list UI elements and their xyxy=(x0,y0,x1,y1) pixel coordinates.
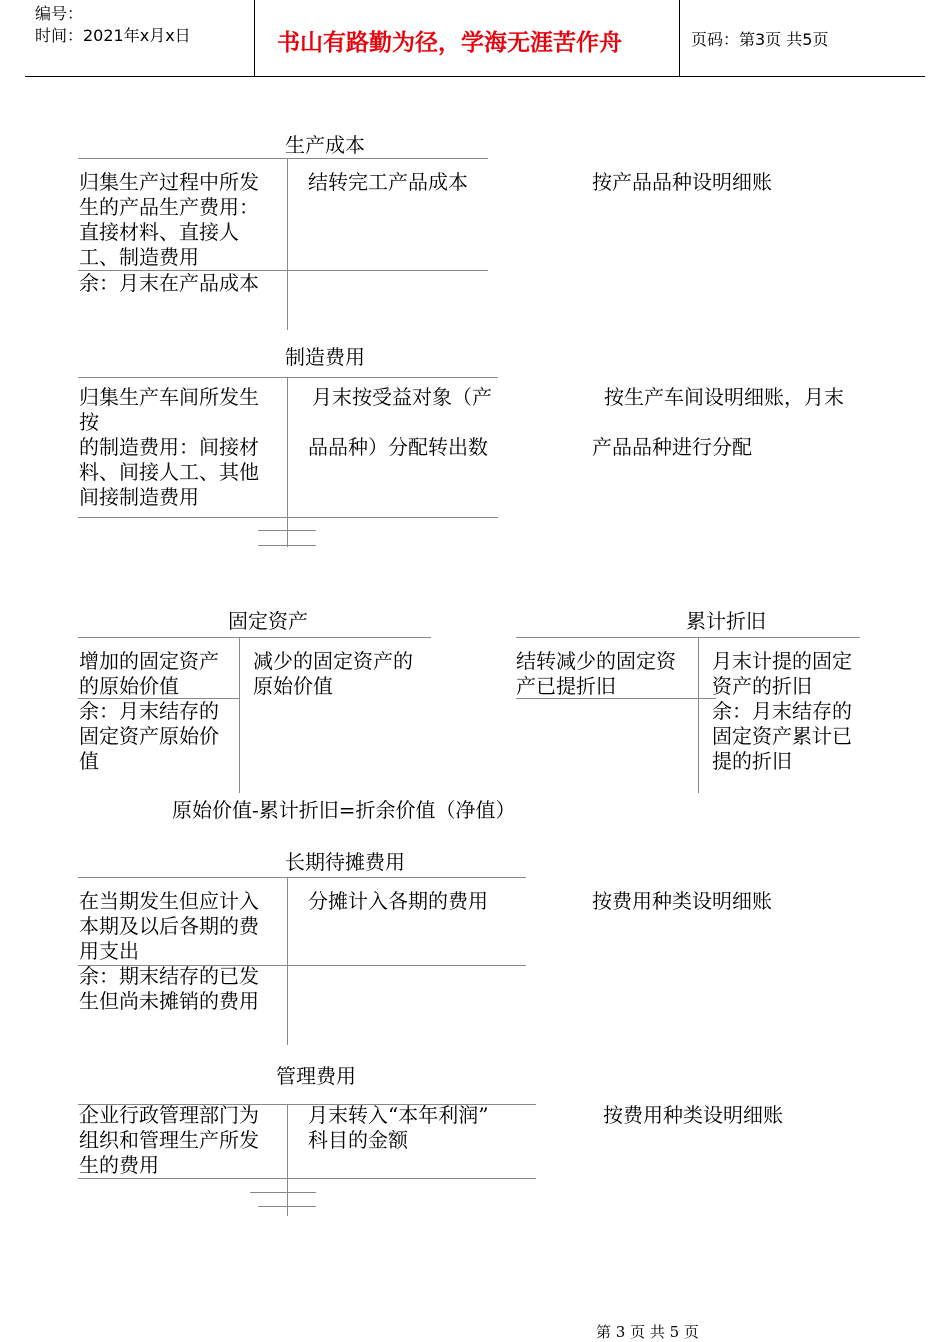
date-label: 时间：2021年x月x日 xyxy=(35,26,191,45)
credit-line: 资产的折旧 xyxy=(712,674,812,698)
balance-line: 固定资产原始价 xyxy=(79,724,219,748)
t-account-top-line xyxy=(78,377,498,378)
t-account-top-line xyxy=(516,637,860,638)
t-account-top-line xyxy=(78,637,431,638)
t-account-center-line xyxy=(287,158,288,330)
serial-label: 编号： xyxy=(35,4,84,23)
balance-line: 余：期末结存的已发 xyxy=(79,964,259,988)
ledger-note: 产品品种进行分配 xyxy=(592,435,752,459)
page-header xyxy=(25,0,925,77)
account-title: 长期待摊费用 xyxy=(285,850,405,874)
balance-stub-line xyxy=(250,1192,316,1193)
credit-line: 月末按受益对象（产 xyxy=(312,385,492,409)
credit-line: 减少的固定资产的 xyxy=(253,649,413,673)
account-title: 生产成本 xyxy=(285,133,365,157)
account-title: 固定资产 xyxy=(228,609,308,633)
net-value-formula: 原始价值-累计折旧=折余价值（净值） xyxy=(172,798,516,822)
account-title: 累计折旧 xyxy=(686,609,766,633)
credit-line: 品品种）分配转出数 xyxy=(308,435,488,459)
balance-line: 生但尚未摊销的费用 xyxy=(79,989,259,1013)
credit-line: 原始价值 xyxy=(253,674,333,698)
debit-line: 料、间接人工、其他 xyxy=(79,460,259,484)
balance-line: 余：月末结存的 xyxy=(712,699,852,723)
debit-line: 的制造费用：间接材 xyxy=(79,435,259,459)
t-account-center-line xyxy=(287,1104,288,1216)
debit-line: 直接材料、直接人 xyxy=(79,220,239,244)
ledger-note: 按产品品种设明细账 xyxy=(592,170,772,194)
debit-line: 在当期发生但应计入 xyxy=(79,889,259,913)
debit-line: 增加的固定资产 xyxy=(79,649,219,673)
debit-line: 组织和管理生产所发 xyxy=(79,1128,259,1152)
header-divider-right xyxy=(679,0,680,76)
ledger-note: 按费用种类设明细账 xyxy=(592,889,772,913)
balance-divider xyxy=(78,1178,536,1179)
balance-line: 固定资产累计已 xyxy=(712,724,852,748)
debit-line: 归集生产过程中所发 xyxy=(79,170,259,194)
t-account-center-line xyxy=(698,637,699,793)
balance-line: 提的折旧 xyxy=(712,749,792,773)
debit-line: 生的产品生产费用： xyxy=(79,195,259,219)
page-number-label: 页码：第3页 共5页 xyxy=(691,30,829,49)
debit-line: 的原始价值 xyxy=(79,674,179,698)
debit-line: 用支出 xyxy=(79,939,139,963)
account-title: 管理费用 xyxy=(276,1064,356,1088)
balance-stub-line xyxy=(258,1206,316,1207)
balance-line: 余：月末结存的 xyxy=(79,699,219,723)
debit-line: 企业行政管理部门为 xyxy=(79,1103,259,1127)
balance-divider xyxy=(78,517,498,518)
t-account-top-line xyxy=(78,877,526,878)
footer-page-number: 第 3 页 共 5 页 xyxy=(596,1323,699,1341)
balance-divider xyxy=(516,698,716,699)
t-account-center-line xyxy=(287,377,288,547)
t-account-top-line xyxy=(78,158,488,159)
t-account-center-line xyxy=(287,877,288,1045)
balance-stub-line xyxy=(258,545,316,546)
balance-stub-line xyxy=(258,530,316,531)
balance-line: 余：月末在产品成本 xyxy=(79,271,259,295)
credit-line: 分摊计入各期的费用 xyxy=(308,889,488,913)
debit-line: 工、制造费用 xyxy=(79,245,199,269)
credit-line: 结转完工产品成本 xyxy=(308,170,468,194)
ledger-note: 按生产车间设明细账，月末 xyxy=(604,385,844,409)
debit-line: 结转减少的固定资 xyxy=(516,649,676,673)
header-divider-left xyxy=(254,0,255,76)
debit-line: 产已提折旧 xyxy=(516,674,616,698)
t-account-center-line xyxy=(239,637,240,793)
debit-line: 按 xyxy=(79,410,99,434)
credit-line: 科目的金额 xyxy=(308,1128,408,1152)
debit-line: 归集生产车间所发生 xyxy=(79,385,259,409)
credit-line: 月末转入“本年利润” xyxy=(308,1103,489,1127)
balance-line: 值 xyxy=(79,749,99,773)
debit-line: 本期及以后各期的费 xyxy=(79,914,259,938)
header-motto: 书山有路勤为径，学海无涯苦作舟 xyxy=(277,30,622,56)
ledger-note: 按费用种类设明细账 xyxy=(603,1103,783,1127)
debit-line: 生的费用 xyxy=(79,1153,159,1177)
credit-line: 月末计提的固定 xyxy=(712,649,852,673)
account-title: 制造费用 xyxy=(285,345,365,369)
debit-line: 间接制造费用 xyxy=(79,485,199,509)
